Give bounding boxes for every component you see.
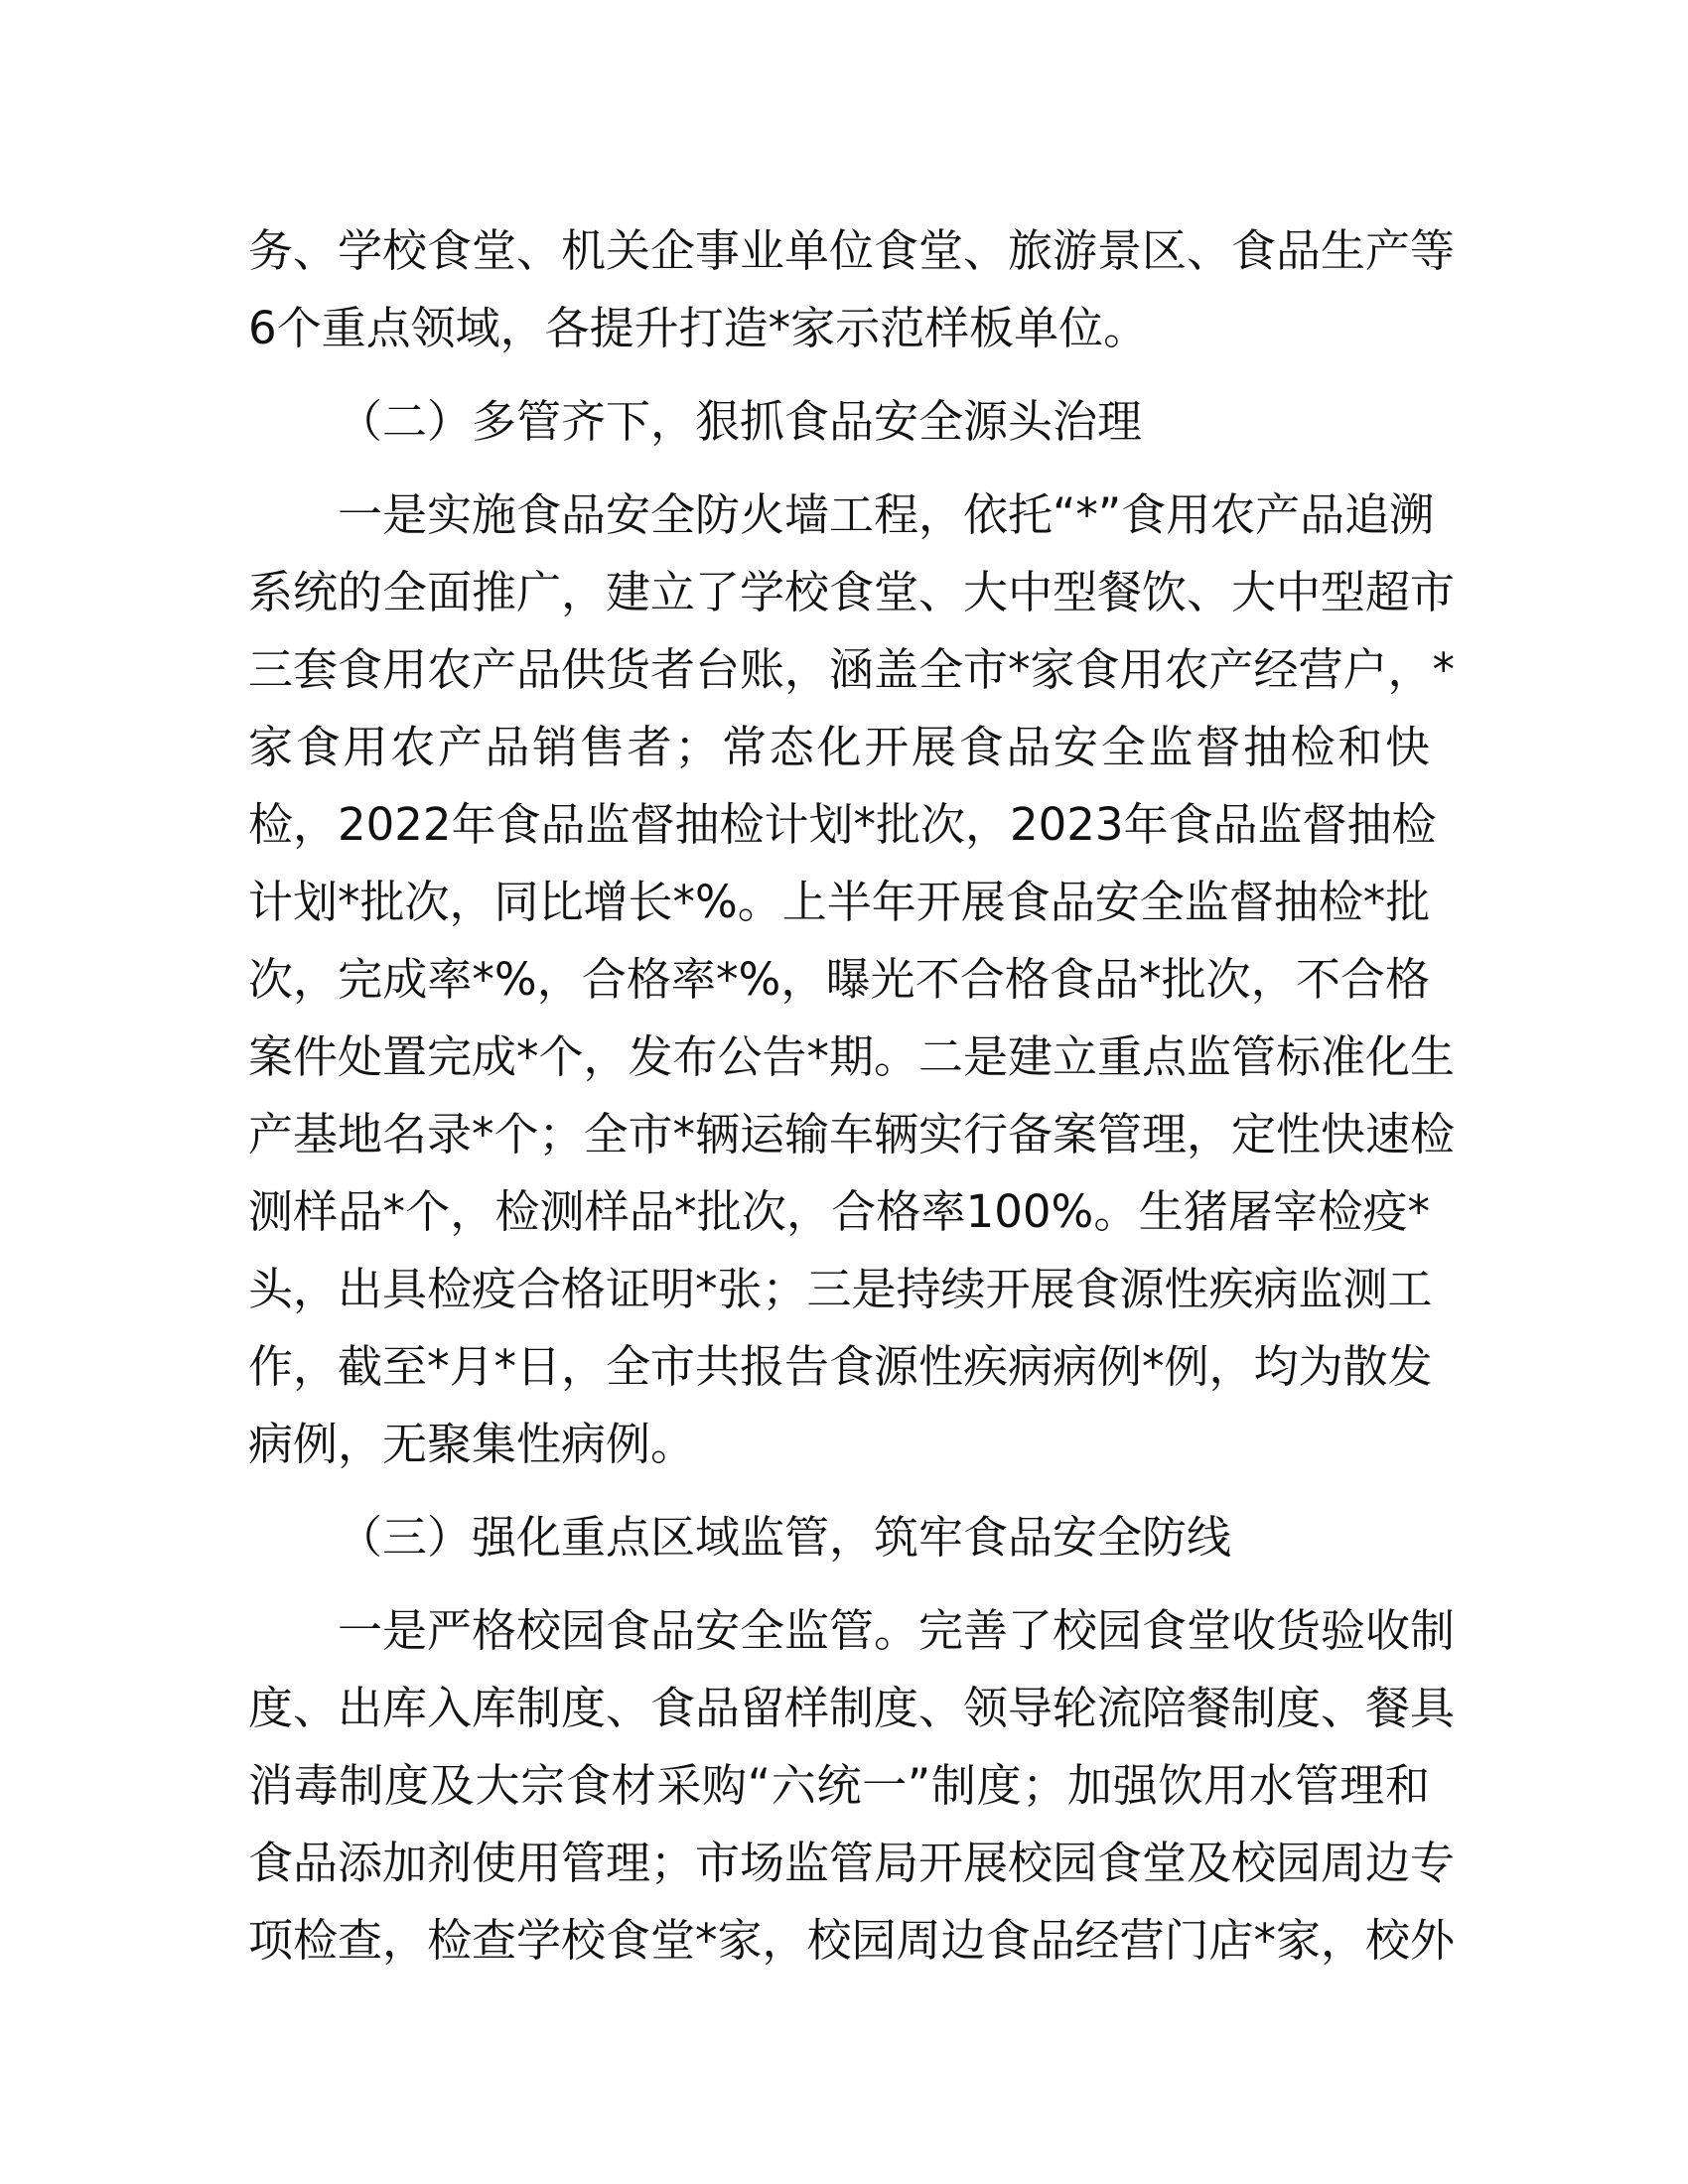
- paragraph-line: 三套食用农产品供货者台账，涵盖全市*家食用农产经营户，*: [248, 643, 1456, 696]
- paragraph-line: 食品添加剂使用管理；市场监管局开展校园食堂及校园周边专: [248, 1837, 1456, 1889]
- paragraph-line: 消毒制度及大宗食材采购“六统一”制度；加强饮用水管理和: [248, 1759, 1430, 1812]
- paragraph-line: 项检查，检查学校食堂*家，校园周边食品经营门店*家，校外: [248, 1914, 1456, 1967]
- paragraph-line: 6个重点领域，各提升打造*家示范样板单位。: [248, 302, 1149, 354]
- paragraph-line: 案件处置完成*个，发布公告*期。二是建立重点监管标准化生: [248, 1030, 1456, 1083]
- document-body: [248, 212, 1456, 1979]
- paragraph-line: 务、学校食堂、机关企事业单位食堂、旅游景区、食品生产等: [248, 224, 1456, 277]
- paragraph-line: 检，2022年食品监督抽检计划*批次，2023年食品监督抽检: [248, 798, 1437, 851]
- section-heading: （二）多管齐下，狠抓食品安全源头治理: [338, 395, 1143, 448]
- paragraph-line: 家食用农产品销售者；常态化开展食品安全监督抽检和快: [248, 721, 1430, 773]
- paragraph-line: 计划*批次，同比增长*%。上半年开展食品安全监督抽检*批: [248, 876, 1431, 928]
- paragraph-line: 病例，无聚集性病例。: [248, 1418, 696, 1470]
- section-heading: （三）强化重点区域监管，筑牢食品安全防线: [338, 1511, 1232, 1564]
- paragraph-line: 头，出具检疫合格证明*张；三是持续开展食源性疾病监测工: [248, 1263, 1433, 1315]
- paragraph-line: 次，完成率*%，合格率*%，曝光不合格食品*批次，不合格: [248, 953, 1430, 1006]
- paragraph-line: 一是实施食品安全防火墙工程，依托“*”食用农产品追溯: [338, 488, 1435, 541]
- paragraph-line: 系统的全面推广，建立了学校食堂、大中型餐饮、大中型超市: [248, 566, 1456, 618]
- paragraph-line: 作，截至*月*日，全市共报告食源性疾病病例*例，均为散发: [248, 1340, 1433, 1393]
- paragraph-line: 测样品*个，检测样品*批次，合格率100%。生猪屠宰检疫*: [248, 1185, 1430, 1238]
- paragraph-line: 产基地名录*个；全市*辆运输车辆实行备案管理，定性快速检: [248, 1108, 1456, 1160]
- paragraph-line: 一是严格校园食品安全监管。完善了校园食堂收货验收制: [338, 1604, 1456, 1657]
- paragraph-line: 度、出库入库制度、食品留样制度、领导轮流陪餐制度、餐具: [248, 1682, 1456, 1734]
